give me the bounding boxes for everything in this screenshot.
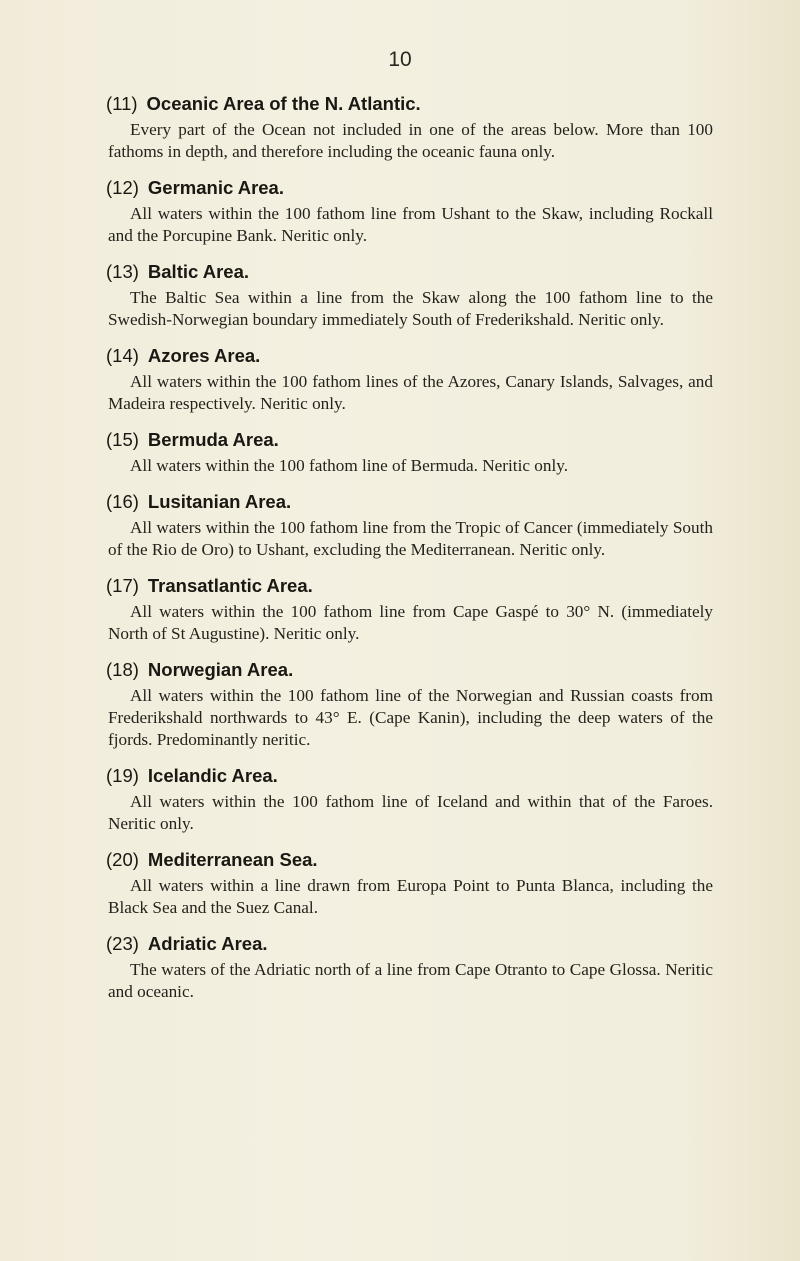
- section-text: All waters within the 100 fathom line from Ushant to the Skaw, including Rockall and the Porcupine Bank. Neritic only.: [108, 204, 713, 245]
- section-number: (13): [106, 261, 139, 282]
- section-title: Lusitanian Area.: [147, 491, 292, 512]
- section-title: Transatlantic Area.: [147, 575, 313, 596]
- section-text: Every part of the Ocean not included in one of the areas below. More than 100 fathoms in depth, and therefore including the oceanic fauna only.: [108, 120, 713, 161]
- section-transatlantic-area: [108, 574, 713, 645]
- section-text: All waters within the 100 fathom line from Cape Gaspé to 30° N. (immediately North of St Augustine). Neritic only.: [108, 602, 713, 643]
- section-number: (12): [106, 177, 139, 198]
- section-title: Mediterranean Sea.: [147, 849, 318, 870]
- section-azores-area: [108, 344, 713, 415]
- section-number: (11): [106, 93, 138, 114]
- section-title: Bermuda Area.: [147, 429, 279, 450]
- section-number: (15): [106, 429, 139, 450]
- section-number: (18): [106, 659, 139, 680]
- section-number: (20): [106, 849, 139, 870]
- section-oceanic-area: [108, 92, 713, 163]
- section-adriatic-area: [108, 932, 713, 1003]
- section-heading: [106, 176, 713, 200]
- section-germanic-area: [108, 176, 713, 247]
- section-number: (19): [106, 765, 139, 786]
- section-text: All waters within the 100 fathom line from the Tropic of Cancer (immediately South of the Rio de Oro) to Ushant, excluding the Mediterranean. Neritic only.: [108, 518, 713, 559]
- section-text: All waters within the 100 fathom line of the Norwegian and Russian coasts from Frederikshald northwards to 43° E. (Cape Kanin), including the deep waters of the fjords. Predominantly neritic.: [108, 686, 713, 749]
- section-heading: [106, 658, 713, 682]
- section-bermuda-area: [108, 428, 713, 477]
- section-number: (17): [106, 575, 139, 596]
- section-title: Icelandic Area.: [147, 765, 278, 786]
- section-text: All waters within the 100 fathom lines of the Azores, Canary Islands, Salvages, and Madeira respectively. Neritic only.: [108, 372, 713, 413]
- section-title: Azores Area.: [147, 345, 261, 366]
- section-heading: [106, 574, 713, 598]
- page-number: 10: [388, 48, 412, 71]
- section-heading: [106, 260, 713, 284]
- section-number: (16): [106, 491, 139, 512]
- section-norwegian-area: [108, 658, 713, 751]
- section-heading: [106, 932, 713, 956]
- section-heading: [106, 428, 713, 452]
- section-heading: [106, 764, 713, 788]
- section-heading: [106, 92, 713, 116]
- section-heading: [106, 344, 713, 368]
- section-title: Norwegian Area.: [147, 659, 294, 680]
- section-text: All waters within the 100 fathom line of Iceland and within that of the Faroes. Neritic only.: [108, 792, 713, 833]
- section-icelandic-area: [108, 764, 713, 835]
- section-title: Baltic Area.: [147, 261, 250, 282]
- page-content: [108, 92, 713, 1016]
- section-number: (14): [106, 345, 139, 366]
- section-lusitanian-area: [108, 490, 713, 561]
- section-baltic-area: [108, 260, 713, 331]
- section-number: (23): [106, 933, 139, 954]
- section-text: All waters within a line drawn from Europa Point to Punta Blanca, including the Black Sea and the Suez Canal.: [108, 876, 713, 917]
- section-heading: [106, 848, 713, 872]
- section-text: All waters within the 100 fathom line of Bermuda. Neritic only.: [130, 456, 569, 475]
- section-text: The waters of the Adriatic north of a line from Cape Otranto to Cape Glossa. Neritic and oceanic.: [108, 960, 713, 1001]
- section-text: The Baltic Sea within a line from the Skaw along the 100 fathom line to the Swedish-Norwegian boundary immediately South of Frederikshald. Neritic only.: [108, 288, 713, 329]
- section-title: Adriatic Area.: [147, 933, 268, 954]
- section-heading: [106, 490, 713, 514]
- section-mediterranean-sea: [108, 848, 713, 919]
- section-title: Germanic Area.: [147, 177, 284, 198]
- section-title: Oceanic Area of the N. Atlantic.: [146, 93, 421, 114]
